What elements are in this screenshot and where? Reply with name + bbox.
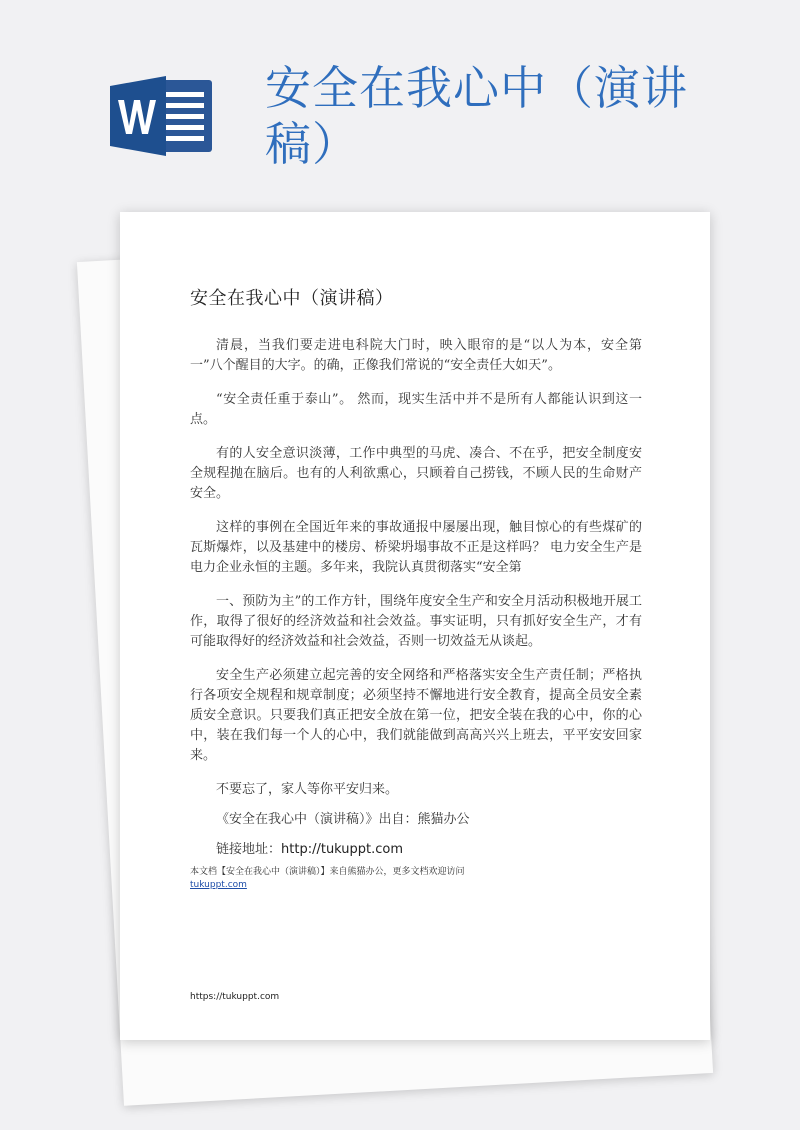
paragraph-4: 这样的事例在全国近年来的事故通报中屡屡出现，触目惊心的有些煤矿的瓦斯爆炸，以及基建中的楼房、桥梁坍塌事故不正是这样吗？ 电力安全生产是电力企业永恒的主题。多年来，我院认真贯彻落实“安全第 <box>190 520 642 575</box>
footer-note-text: 本文档【安全在我心中（演讲稿）】来自熊猫办公，更多文档欢迎访问 <box>190 867 465 877</box>
paragraph-2: “安全责任重于泰山”。 然而，现实生活中并不是所有人都能认识到这一点。 <box>190 392 642 427</box>
footer-link[interactable]: tukuppt.com <box>190 880 247 890</box>
paragraph-1: 清晨，当我们要走进电科院大门时，映入眼帘的是“以人为本，安全第一”八个醒目的大字。的确，正像我们常说的“安全责任大如天”。 <box>190 338 642 373</box>
page-header <box>0 0 800 200</box>
paragraph-7: 不要忘了，家人等你平安归来。 <box>216 782 399 797</box>
document-body <box>190 284 642 892</box>
word-logo-icon <box>110 76 214 156</box>
paragraph-5: 一、预防为主”的工作方针，围绕年度安全生产和安全月活动积极地开展工作，取得了很好的经济效益和社会效益。事实证明，只有抓好安全生产，才有可能取得好的经济效益和社会效益，否则一切效益无从谈起。 <box>190 594 642 649</box>
link-line <box>190 840 642 860</box>
footer-note <box>190 866 642 892</box>
link-label: 链接地址： <box>216 842 282 857</box>
source-line: 《安全在我心中（演讲稿）》出自：熊猫办公 <box>216 812 470 827</box>
bottom-url[interactable]: https://tukuppt.com <box>190 992 280 1002</box>
document-title: 安全在我心中（演讲稿） <box>265 61 688 171</box>
document-page <box>120 212 710 1040</box>
paragraph-3: 有的人安全意识淡薄，工作中典型的马虎、凑合、不在乎，把安全制度安全规程抛在脑后。也有的人利欲熏心，只顾着自己捞钱，不顾人民的生命财产安全。 <box>190 446 642 501</box>
document-heading: 安全在我心中（演讲稿） <box>190 288 394 309</box>
link-url[interactable]: http://tukuppt.com <box>281 842 404 857</box>
paragraph-6: 安全生产必须建立起完善的安全网络和严格落实安全生产责任制；严格执行各项安全规程和规章制度；必须坚持不懈地进行安全教育，提高全员安全素质安全意识。只要我们真正把安全放在第一位，把安全装在我的心中，你的心中，装在我们每一个人的心中，我们就能做到高高兴兴上班去，平平安安回家来。 <box>190 668 642 763</box>
